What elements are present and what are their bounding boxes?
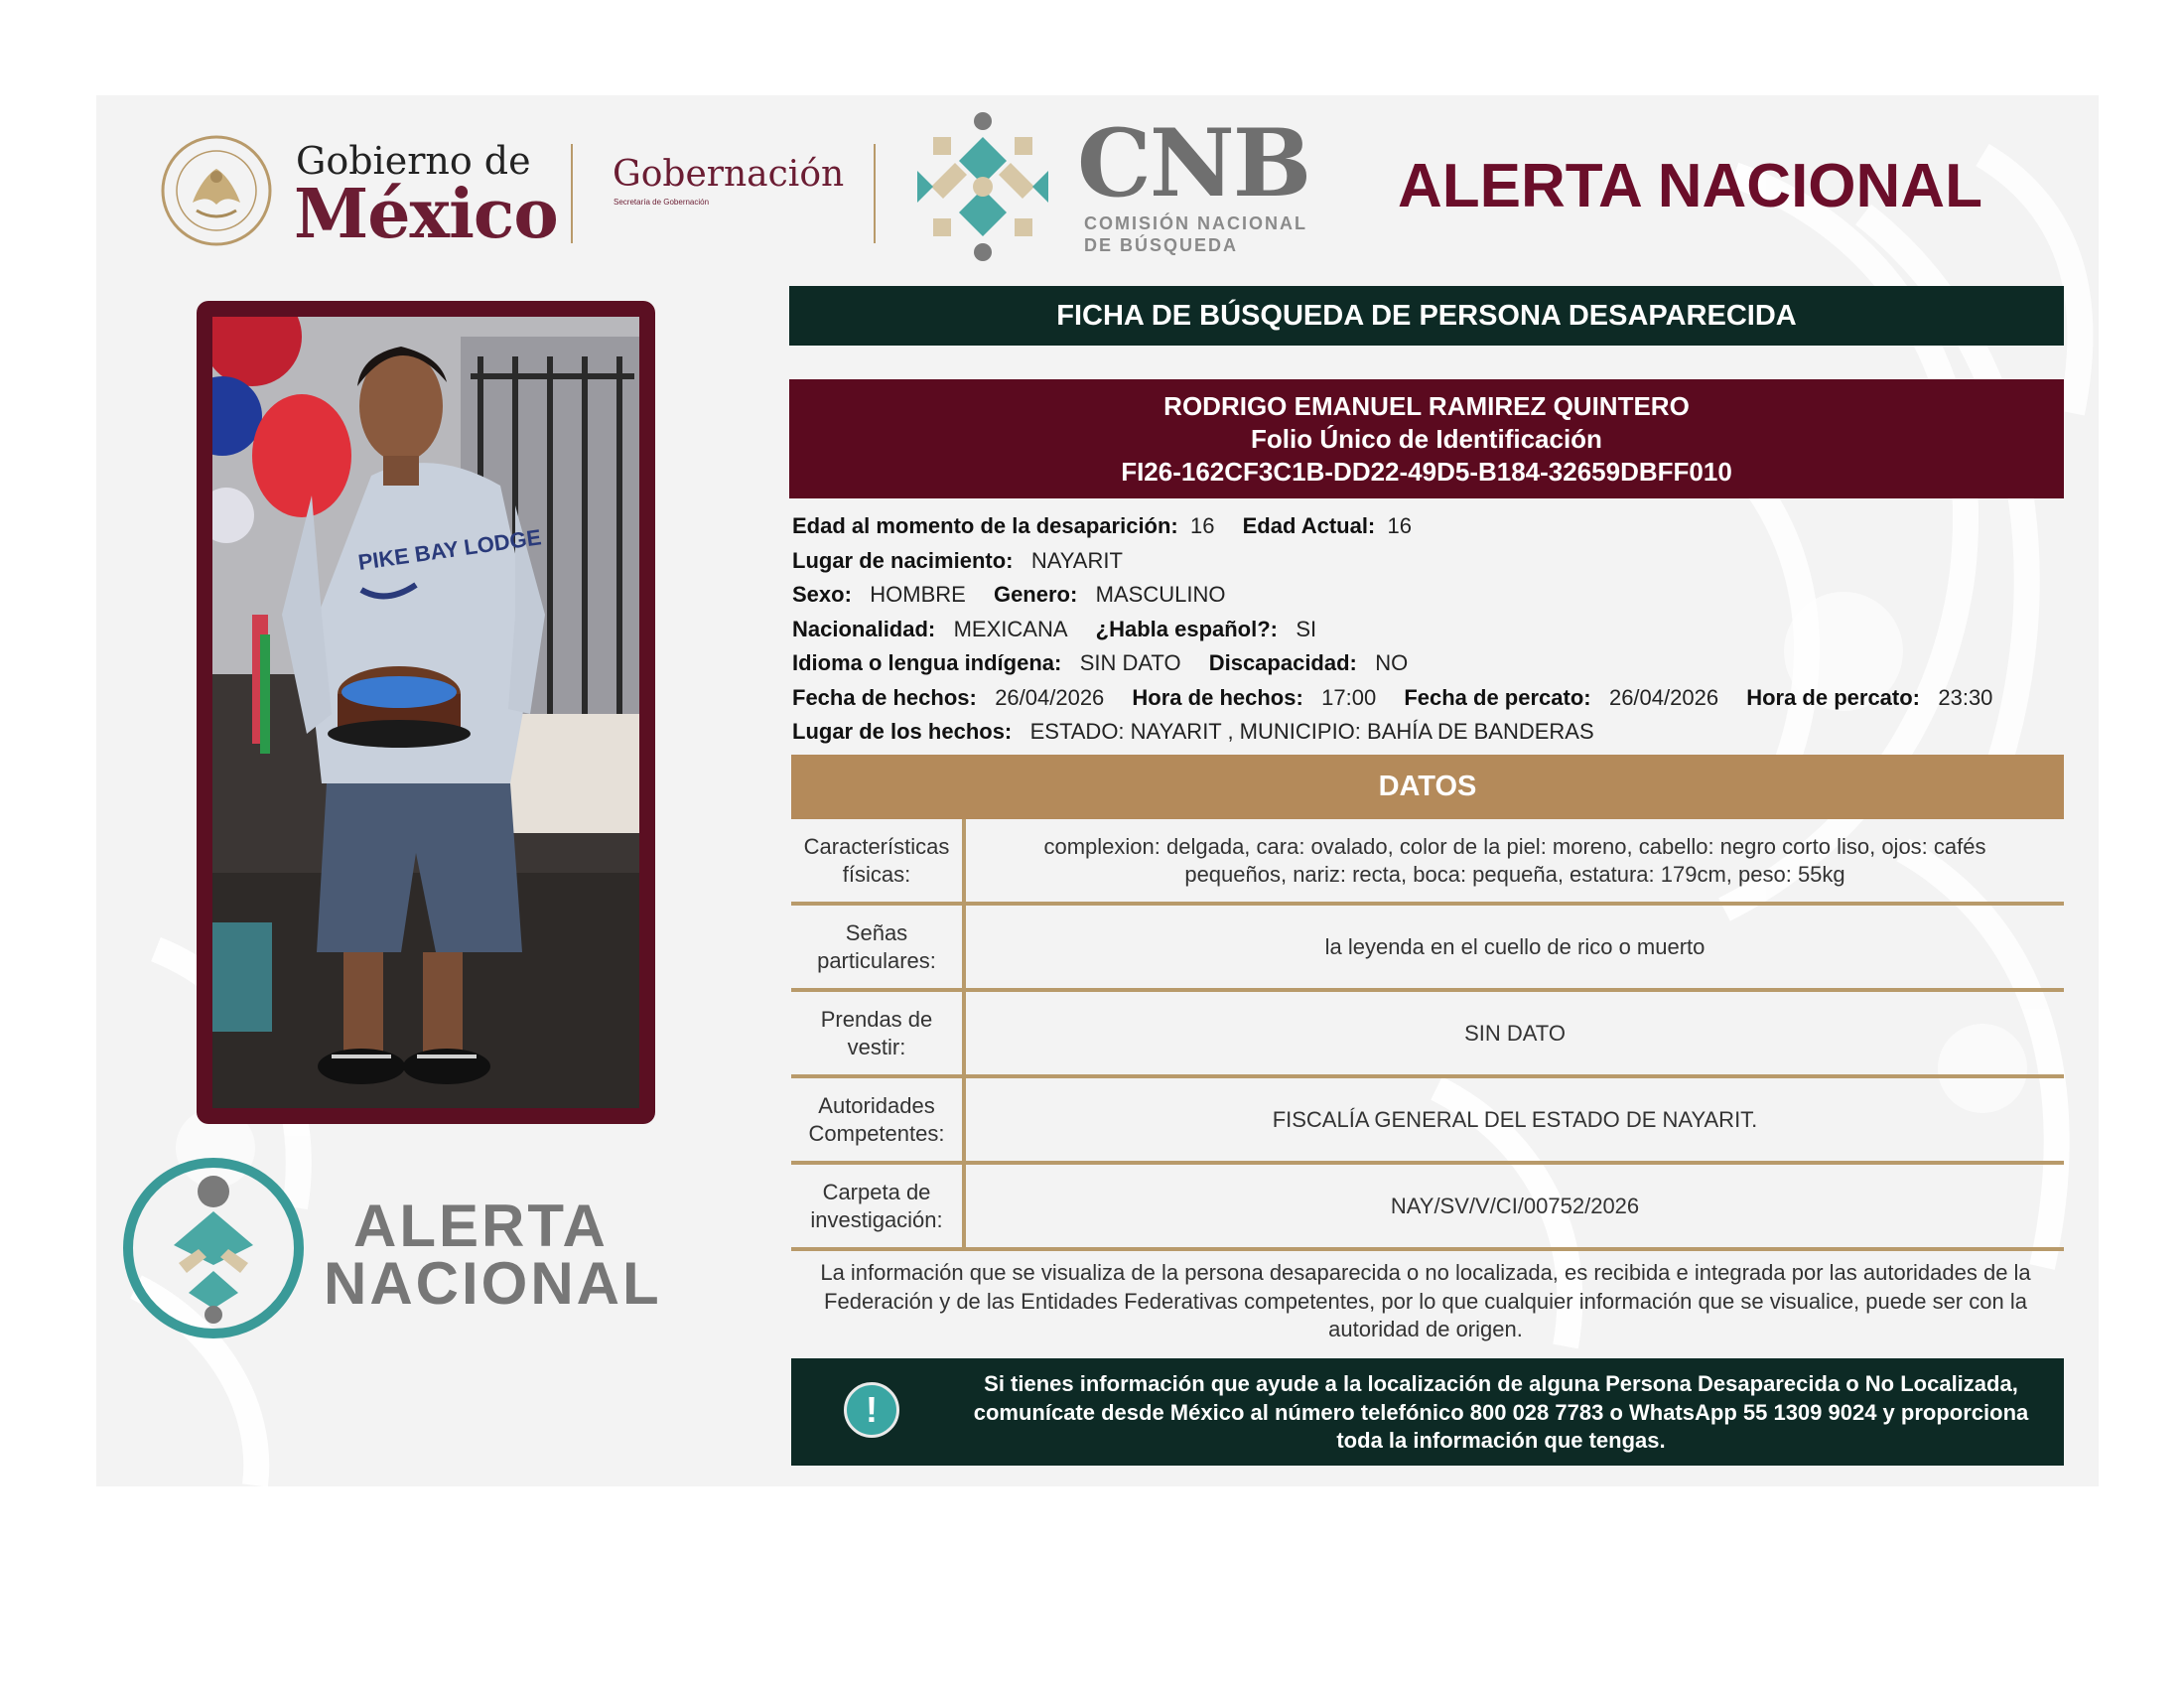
person-photo xyxy=(212,317,639,1108)
datos-band xyxy=(791,755,2064,819)
discapacidad-label: Discapacidad: xyxy=(1208,650,1357,675)
edad-actual-value: 16 xyxy=(1387,513,1412,538)
mexico-label: México xyxy=(294,175,558,254)
cnb-sublabel-2: DE BÚSQUEDA xyxy=(1084,235,1239,255)
header-divider xyxy=(571,144,573,243)
gobernacion-label: Gobernación xyxy=(613,154,845,195)
sweatshirt-print: PIKE BAY LODGE xyxy=(356,524,543,575)
row-label: Señas xyxy=(845,919,908,945)
fecha-percato-value: 26/04/2026 xyxy=(1608,684,1719,710)
table-value-cell: complexion: delgada, cara: ovalado, color de la piel: moreno, cabello: negro corto liso, ojos: cafés pequeños, nariz: recta, boca: pequeña, estatura: 179cm, peso: 55kg xyxy=(964,819,2064,904)
row-label: investigación: xyxy=(810,1206,943,1232)
info-row xyxy=(792,544,2073,579)
table-row xyxy=(791,990,2064,1076)
info-row xyxy=(792,681,2073,716)
row-label: Competentes: xyxy=(808,1120,945,1146)
datos-table xyxy=(791,819,2064,1251)
nacionalidad-label: Nacionalidad: xyxy=(792,616,936,641)
table-row xyxy=(791,1163,2064,1249)
person-photo-frame xyxy=(197,301,655,1124)
table-row xyxy=(791,904,2064,990)
person-name-band xyxy=(789,379,2064,498)
hora-hechos-label: Hora de hechos: xyxy=(1132,684,1303,710)
person-photo-illustration xyxy=(212,317,639,1108)
lugar-hechos-label: Lugar de los hechos: xyxy=(792,719,1013,744)
info-row xyxy=(792,509,2073,544)
nacionalidad-value: MEXICANA xyxy=(953,616,1068,641)
hora-percato-label: Hora de percato: xyxy=(1746,684,1921,710)
info-row xyxy=(792,715,2073,750)
fecha-hechos-label: Fecha de hechos: xyxy=(792,684,977,710)
info-row xyxy=(792,613,2073,647)
row-label: Prendas de xyxy=(820,1006,933,1032)
genero-value: MASCULINO xyxy=(1095,582,1226,607)
exclamation-icon: ! xyxy=(844,1382,899,1438)
table-label-cell xyxy=(791,1163,964,1249)
ficha-title: FICHA DE BÚSQUEDA DE PERSONA DESAPARECIDA xyxy=(1056,299,1797,332)
folio-label: Folio Único de Identificación xyxy=(1251,423,1602,454)
idioma-label: Idioma o lengua indígena: xyxy=(792,650,1062,675)
lugar-hechos-value: ESTADO: NAYARIT , MUNICIPIO: BAHÍA DE BANDERAS xyxy=(1029,719,1594,744)
edad-desaparicion-label: Edad al momento de la desaparición: xyxy=(792,513,1178,538)
datos-title: DATOS xyxy=(1378,771,1477,802)
row-label: físicas: xyxy=(842,861,911,887)
disclaimer-text: La información que se visualiza de la persona desaparecida o no localizada, es recibida e integrada por las autoridades de la Federación y de las Entidades Federativas competentes, por lo que cualquier información que se visualice, puede ser con la autoridad de origen. xyxy=(820,1260,2031,1341)
cnb-emblem-icon xyxy=(903,107,1062,266)
info-row xyxy=(792,646,2073,681)
table-value-cell: NAY/SV/V/CI/00752/2026 xyxy=(964,1163,2064,1249)
help-band xyxy=(791,1358,2064,1466)
gobernacion-sublabel: Secretaría de Gobernación xyxy=(614,198,710,207)
table-row xyxy=(791,1076,2064,1163)
national-seal-icon xyxy=(157,131,276,250)
table-value-cell: SIN DATO xyxy=(964,990,2064,1076)
habla-espanol-value: SI xyxy=(1296,616,1317,641)
hora-hechos-value: 17:00 xyxy=(1321,684,1377,710)
row-label: Características xyxy=(803,833,950,859)
idioma-value: SIN DATO xyxy=(1079,650,1181,675)
cnb-sublabel-1: COMISIÓN NACIONAL xyxy=(1084,213,1307,233)
edad-actual-label: Edad Actual: xyxy=(1242,513,1376,538)
alerta-logo-line1: ALERTA xyxy=(353,1193,609,1259)
info-row xyxy=(792,578,2073,613)
ficha-title-band xyxy=(789,286,2064,346)
hora-percato-value: 23:30 xyxy=(1938,684,1993,710)
fecha-percato-label: Fecha de percato: xyxy=(1404,684,1591,710)
table-label-cell xyxy=(791,990,964,1076)
gobierno-de-mexico-logo xyxy=(157,131,594,254)
lugar-nacimiento-value: NAYARIT xyxy=(1030,547,1123,573)
row-label: vestir: xyxy=(847,1034,906,1059)
alerta-logo-line2: NACIONAL xyxy=(324,1250,662,1317)
sexo-value: HOMBRE xyxy=(870,582,966,607)
header-divider xyxy=(874,144,876,243)
table-value-cell: la leyenda en el cuello de rico o muerto xyxy=(964,904,2064,990)
sexo-label: Sexo: xyxy=(792,582,852,607)
person-name: RODRIGO EMANUEL RAMIREZ QUINTERO xyxy=(1163,390,1690,421)
table-label-cell xyxy=(791,904,964,990)
table-label-cell xyxy=(791,819,964,904)
genero-label: Genero: xyxy=(993,582,1078,607)
person-info xyxy=(792,509,2073,750)
row-label: particulares: xyxy=(817,947,936,973)
gobierno-de-label: Gobierno de xyxy=(296,139,531,183)
row-label: Autoridades xyxy=(818,1092,935,1118)
table-label-cell xyxy=(791,1076,964,1163)
alerta-nacional-title: ALERTA NACIONAL xyxy=(1398,152,1982,220)
table-value-cell: FISCALÍA GENERAL DEL ESTADO DE NAYARIT. xyxy=(964,1076,2064,1163)
row-label: Carpeta de xyxy=(822,1179,931,1204)
cnb-label: CNB xyxy=(1077,109,1310,218)
folio-value: FI26-162CF3C1B-DD22-49D5-B184-32659DBFF010 xyxy=(1121,456,1732,487)
fecha-hechos-value: 26/04/2026 xyxy=(995,684,1105,710)
edad-desaparicion-value: 16 xyxy=(1190,513,1215,538)
table-row xyxy=(791,819,2064,904)
alerta-nacional-logo-icon xyxy=(119,1154,308,1342)
habla-espanol-label: ¿Habla español?: xyxy=(1095,616,1278,641)
help-text: Si tienes información que ayude a la localización de alguna Persona Desaparecida o No Localizada, comunícate desde México al número telefónico 800 028 7783 o WhatsApp 55 1309 9024 y proporciona toda la información que tengas. xyxy=(973,1371,2029,1453)
discapacidad-value: NO xyxy=(1375,650,1409,675)
lugar-nacimiento-label: Lugar de nacimiento: xyxy=(792,547,1014,573)
